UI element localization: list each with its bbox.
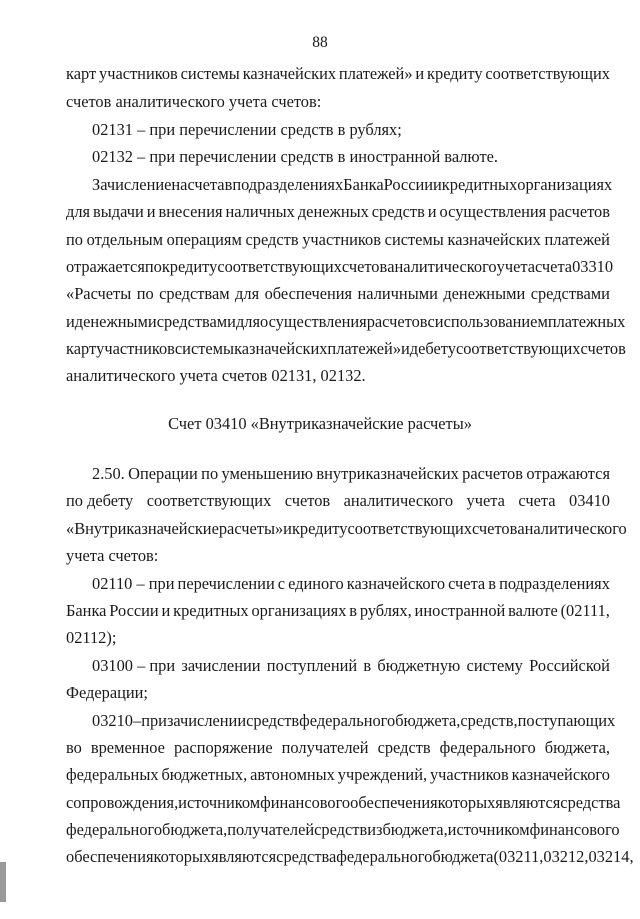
word: системы (174, 339, 235, 358)
word: и (401, 339, 410, 358)
word: 03100 – при (92, 656, 176, 675)
text-line (92, 711, 616, 731)
word: федерального (299, 711, 396, 730)
text-line (92, 175, 613, 195)
word: России (109, 601, 159, 620)
word: кредиту (161, 257, 218, 276)
word: 03212, (543, 847, 589, 866)
word: для (66, 202, 91, 221)
word: являются (211, 847, 277, 866)
word: распоряжение (173, 738, 273, 757)
text-line (66, 64, 610, 84)
text-line (66, 519, 627, 539)
word: счетов (284, 491, 331, 510)
word: и (415, 64, 425, 83)
text-line (66, 847, 634, 867)
section-heading: Счет 03410 «Внутриказначейские расчеты» (168, 414, 472, 433)
word: поступлений (266, 656, 358, 675)
word: казначейского (511, 765, 610, 784)
word: бюджетную (377, 656, 461, 675)
word: по (66, 230, 83, 249)
word: которых (437, 793, 496, 812)
word: России (383, 175, 434, 194)
word: 03410 (569, 491, 610, 510)
word: платежей (544, 230, 610, 249)
word: аналитического (387, 257, 497, 276)
word: которых (153, 847, 212, 866)
word: валюте (508, 601, 558, 620)
word: отдельным (86, 230, 163, 249)
word: с (427, 312, 435, 331)
word: Банка (66, 601, 107, 620)
word: выдачи (93, 202, 144, 221)
word: обеспечения (350, 793, 438, 812)
word: учета (496, 257, 535, 276)
word: сопровождения, (66, 793, 179, 812)
word: аналитического (517, 519, 627, 538)
word: кредитных (441, 175, 518, 194)
word: платежных (547, 312, 626, 331)
word: финансового (529, 820, 620, 839)
word: соответствующих (146, 491, 272, 510)
word: для (235, 284, 260, 303)
word: счета (187, 175, 225, 194)
text-line (66, 491, 610, 511)
word: системы (180, 64, 240, 83)
word: расчеты» (218, 519, 284, 538)
word: подразделениях (232, 175, 344, 194)
text-line (66, 820, 620, 840)
word: для (235, 312, 261, 331)
word: кредитных (173, 601, 249, 620)
word: источником (178, 793, 261, 812)
text-line: Федерации; (66, 683, 148, 702)
text-line (66, 601, 610, 621)
word: отражаются (526, 464, 610, 483)
word: соответствующих (217, 257, 342, 276)
word: счета (518, 491, 556, 510)
scan-edge-mark (0, 862, 6, 902)
word: участников (96, 339, 175, 358)
word: организациях (251, 601, 347, 620)
word: с (277, 574, 286, 593)
text-line (92, 464, 610, 484)
word: средствами (530, 284, 610, 303)
word: карт (66, 64, 97, 83)
word: в (349, 601, 357, 620)
word: уменьшению (221, 464, 314, 483)
word: бюджета, (544, 738, 610, 757)
word: бюджета, (162, 820, 228, 839)
word: в (363, 656, 372, 675)
word: организациях (517, 175, 613, 194)
word: средств (314, 820, 368, 839)
text-line (92, 574, 610, 594)
word: подразделениях (499, 574, 610, 593)
word: получателей (281, 738, 369, 757)
word: аналитического (343, 491, 454, 510)
word: и (427, 202, 437, 221)
word: и (433, 175, 442, 194)
word: и (161, 601, 171, 620)
word: средств (371, 202, 425, 221)
word: денежных (297, 202, 369, 221)
word: платежей» (327, 339, 402, 358)
word: расчетов (366, 312, 428, 331)
word: наличными (357, 284, 438, 303)
word: федерального (439, 738, 536, 757)
word: 03210 (92, 711, 133, 730)
word: бюджета (432, 847, 494, 866)
word: и (66, 312, 75, 331)
text-line: учета счетов: (66, 546, 159, 565)
word: обеспечения (66, 847, 154, 866)
word: Операции (128, 464, 198, 483)
word: соответствующих (485, 64, 610, 83)
word: систему (466, 656, 523, 675)
word: соответствующих (455, 339, 581, 358)
word: «Внутриказначейские (66, 519, 219, 538)
word: бюджетных, (161, 765, 248, 784)
word: соответствующих (347, 519, 472, 538)
word: обеспечения (264, 284, 353, 303)
word: Банка (343, 175, 384, 194)
word: казначейских (242, 64, 337, 83)
word: средствами (156, 312, 236, 331)
word: счетов (341, 257, 388, 276)
word: денежными (443, 284, 526, 303)
text-line (66, 257, 614, 277)
word: расчетов (462, 464, 523, 483)
word: средствам (159, 284, 230, 303)
word: являются (495, 793, 561, 812)
word: средств (245, 230, 299, 249)
word: (02111, (560, 601, 610, 620)
word: (03211, (493, 847, 544, 866)
word: счета (448, 574, 486, 593)
word: казначейских (234, 339, 328, 358)
word: платежей» (338, 64, 413, 83)
word: участников (99, 64, 178, 83)
word: федерального (336, 847, 433, 866)
word: средства (276, 847, 337, 866)
text-line (92, 656, 610, 676)
word: казначейского (346, 574, 446, 593)
word: учреждений, (337, 765, 428, 784)
word: средств (377, 738, 431, 757)
text-line (66, 284, 610, 304)
word: по дебету (66, 491, 134, 510)
word: на (171, 175, 188, 194)
word: 02110 – при (92, 574, 175, 593)
text-line: аналитического учета счетов 02131, 02132. (66, 366, 366, 385)
text-line: 02131 – при перечислении средств в рублях; (92, 120, 402, 139)
word: участников (302, 230, 381, 249)
word: средства (560, 793, 621, 812)
word: зачислении (166, 711, 247, 730)
word: 03214, (588, 847, 634, 866)
text-line (66, 765, 610, 785)
word: кредиту (291, 519, 348, 538)
word: использованием (434, 312, 548, 331)
word: в (488, 574, 497, 593)
word: иностранной (414, 601, 506, 620)
word: в (224, 175, 233, 194)
text-line (66, 339, 626, 359)
word: внесения (158, 202, 223, 221)
word: расчетов (549, 202, 610, 221)
word: счетов (471, 519, 518, 538)
word: внутриказначейских (316, 464, 459, 483)
word: системы (384, 230, 444, 249)
word: осуществления (260, 312, 367, 331)
word: наличных (225, 202, 295, 221)
word: казначейских (447, 230, 541, 249)
word: отражается (66, 257, 145, 276)
word: дебету (409, 339, 456, 358)
word: карт (66, 339, 97, 358)
text-line (66, 230, 610, 250)
word: получателей (227, 820, 315, 839)
word: осуществления (439, 202, 547, 221)
word: средств, (460, 711, 518, 730)
word: по (144, 257, 162, 276)
word: учета (466, 491, 505, 510)
word: единого (288, 574, 344, 593)
word: участников (429, 765, 509, 784)
page-number: 88 (312, 34, 328, 51)
text-line (66, 793, 621, 813)
word: федеральных (66, 765, 159, 784)
word: перечислении (177, 574, 275, 593)
word: по (201, 464, 219, 483)
word: из (367, 820, 383, 839)
text-line (66, 202, 610, 222)
text-line (66, 312, 626, 332)
word: кредиту (427, 64, 483, 83)
word: во (66, 738, 82, 757)
word: Российской (529, 656, 610, 675)
word: бюджета, (382, 820, 448, 839)
word: и (146, 202, 156, 221)
word: финансового (260, 793, 351, 812)
word: федерального (66, 820, 163, 839)
word: зачислении (181, 656, 261, 675)
word: автономных (250, 765, 335, 784)
word: «Расчеты (66, 284, 132, 303)
word: операциям (166, 230, 242, 249)
word: 03310 (572, 257, 614, 276)
word: Зачисление (92, 175, 172, 194)
word: и (283, 519, 292, 538)
word: денежными (74, 312, 157, 331)
word: поступающих (517, 711, 616, 730)
word: рублях, (359, 601, 412, 620)
text-line: 02132 – при перечислении средств в иностранной валюте. (92, 147, 498, 166)
word: счета (534, 257, 573, 276)
word: по (136, 284, 154, 303)
word: 2.50. (92, 464, 125, 483)
word: – (132, 711, 142, 730)
text-line (66, 738, 610, 758)
word: счетов (580, 339, 626, 358)
word: источником (447, 820, 530, 839)
word: при (141, 711, 167, 730)
word: временное (90, 738, 165, 757)
word: средств (246, 711, 300, 730)
text-line: счетов аналитического учета счетов: (66, 92, 322, 111)
text-line: 02112); (66, 628, 117, 647)
word: бюджета, (395, 711, 461, 730)
